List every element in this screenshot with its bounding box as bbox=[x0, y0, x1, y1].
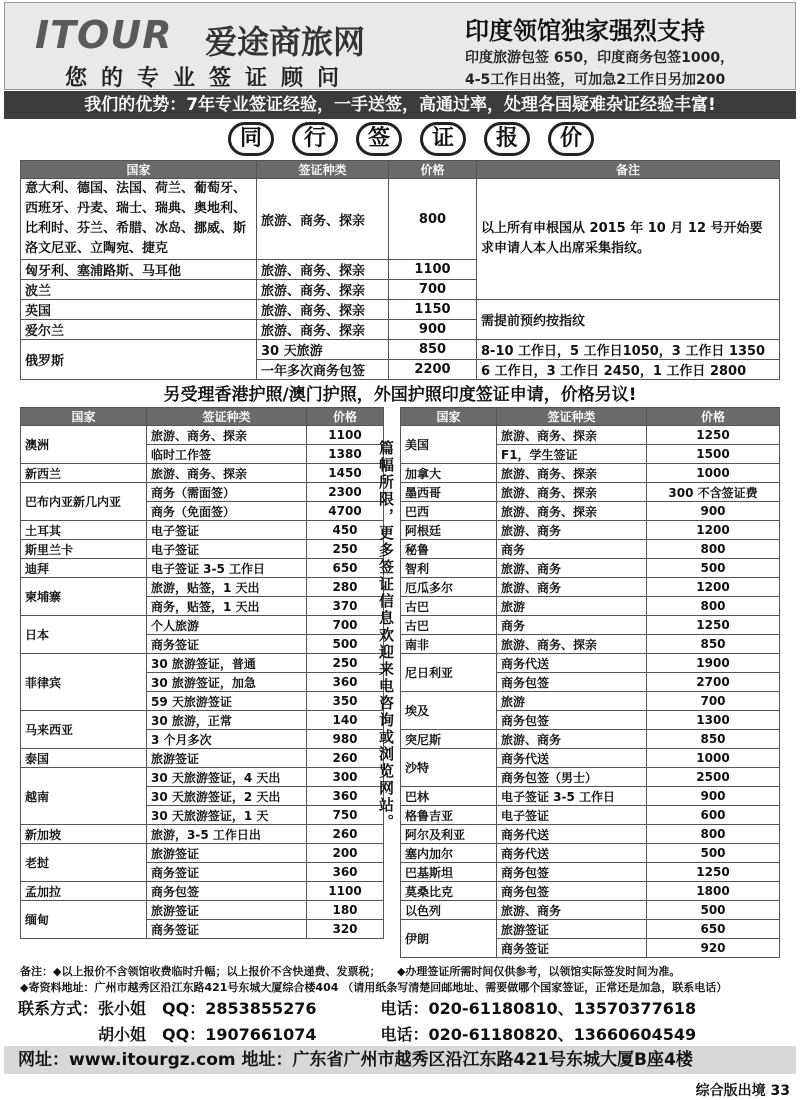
price-cell: 250 bbox=[307, 654, 384, 673]
type-cell: 电子签证 bbox=[497, 806, 647, 825]
left-price-table bbox=[20, 407, 384, 939]
price-cell: 450 bbox=[307, 521, 384, 540]
price-cell: 1800 bbox=[647, 882, 780, 901]
price-cell: 300 bbox=[307, 768, 384, 787]
table-row bbox=[21, 844, 384, 863]
price-cell: 1250 bbox=[647, 426, 780, 445]
type-cell: 旅游、商务、探亲 bbox=[497, 502, 647, 521]
price-cell: 1250 bbox=[647, 616, 780, 635]
type-cell: 电子签证 bbox=[147, 521, 307, 540]
type-cell: 临时工作签 bbox=[147, 445, 307, 464]
price-cell: 1200 bbox=[647, 521, 780, 540]
country-cell: 新西兰 bbox=[21, 464, 147, 483]
price-cell: 1100 bbox=[389, 260, 477, 280]
type-cell: 电子签证 bbox=[147, 540, 307, 559]
price-cell: 900 bbox=[389, 320, 477, 340]
table-row bbox=[21, 768, 384, 787]
type-cell: 商务（需面签） bbox=[147, 483, 307, 502]
table-row bbox=[21, 901, 384, 920]
header bbox=[4, 2, 796, 90]
price-cell: 500 bbox=[307, 635, 384, 654]
table-row bbox=[401, 654, 780, 673]
india-title: 印度领馆独家强烈支持 bbox=[465, 17, 705, 45]
india-line-1: 印度旅游包签 650，印度商务包签1000， bbox=[465, 50, 735, 66]
type-cell: 商务（免面签） bbox=[147, 502, 307, 521]
country-cell: 厄瓜多尔 bbox=[401, 578, 497, 597]
country-cell: 古巴 bbox=[401, 597, 497, 616]
type-cell: 商务包签 bbox=[497, 711, 647, 730]
quote-char: 行 bbox=[292, 122, 338, 156]
country-cell: 土耳其 bbox=[21, 521, 147, 540]
price-cell: 300 不含签证费 bbox=[647, 483, 780, 502]
type-cell: 商务代送 bbox=[497, 825, 647, 844]
col-price: 价格 bbox=[647, 408, 780, 426]
price-cell: 500 bbox=[647, 901, 780, 920]
price-cell: 180 bbox=[307, 901, 384, 920]
type-cell: 旅游 bbox=[497, 692, 647, 711]
quote-char: 同 bbox=[228, 122, 274, 156]
price-cell: 850 bbox=[647, 635, 780, 654]
table-row bbox=[401, 901, 780, 920]
price-cell: 2500 bbox=[647, 768, 780, 787]
table-row bbox=[21, 179, 780, 260]
schengen-table bbox=[20, 160, 780, 380]
price-cell: 600 bbox=[647, 806, 780, 825]
price-cell: 350 bbox=[307, 692, 384, 711]
price-cell: 1150 bbox=[389, 300, 477, 320]
price-cell: 1000 bbox=[647, 749, 780, 768]
type-cell: 商务代送 bbox=[497, 654, 647, 673]
table-row bbox=[21, 882, 384, 901]
table-row bbox=[401, 749, 780, 768]
table-row bbox=[401, 559, 780, 578]
india-line-2: 4-5工作日出签，可加急2工作日另加200 bbox=[465, 72, 726, 88]
table-row bbox=[401, 635, 780, 654]
table-row bbox=[21, 340, 780, 360]
price-cell: 360 bbox=[307, 863, 384, 882]
table-row bbox=[401, 844, 780, 863]
country-cell: 马来西亚 bbox=[21, 711, 147, 749]
price-cell: 700 bbox=[307, 616, 384, 635]
table-row bbox=[21, 578, 384, 597]
type-cell: 商务，贴签，1 天出 bbox=[147, 597, 307, 616]
country-cell: 莫桑比克 bbox=[401, 882, 497, 901]
page-number: 综合版出境 33 bbox=[695, 1083, 790, 1099]
table-row bbox=[21, 521, 384, 540]
table-row bbox=[21, 540, 384, 559]
table-row bbox=[401, 426, 780, 445]
table-row bbox=[21, 749, 384, 768]
vertical-notice: 篇幅所限，更多签证信息欢迎来电咨询或浏览网站。 bbox=[377, 440, 395, 831]
type-cell: 旅游、商务 bbox=[497, 559, 647, 578]
country-cell: 美国 bbox=[401, 426, 497, 464]
type-cell: 旅游、商务、探亲 bbox=[497, 483, 647, 502]
type-cell: 商务代送 bbox=[497, 844, 647, 863]
type-cell: 电子签证 3-5 工作日 bbox=[497, 787, 647, 806]
table-row bbox=[21, 426, 384, 445]
col-price: 价格 bbox=[389, 161, 477, 179]
contact-line-1: 联系方式：张小姐 QQ：2853855276 电话：020-61180810、13570377618 bbox=[18, 999, 697, 1018]
price-cell: 920 bbox=[647, 939, 780, 958]
type-cell: 商务包签 bbox=[147, 882, 307, 901]
table-row bbox=[401, 597, 780, 616]
country-cell: 阿根廷 bbox=[401, 521, 497, 540]
table-row bbox=[401, 882, 780, 901]
price-cell: 1500 bbox=[647, 445, 780, 464]
price-cell: 750 bbox=[307, 806, 384, 825]
type-cell: 一年多次商务包签 bbox=[257, 360, 389, 380]
price-cell: 1100 bbox=[307, 882, 384, 901]
country-cell: 古巴 bbox=[401, 616, 497, 635]
type-cell: 旅游、商务、探亲 bbox=[497, 635, 647, 654]
price-cell: 850 bbox=[647, 730, 780, 749]
table-row bbox=[401, 806, 780, 825]
price-cell: 2700 bbox=[647, 673, 780, 692]
country-cell: 阿尔及利亚 bbox=[401, 825, 497, 844]
country-cell: 匈牙利、塞浦路斯、马耳他 bbox=[21, 260, 257, 280]
quote-char: 签 bbox=[356, 122, 402, 156]
price-cell: 1100 bbox=[307, 426, 384, 445]
extra-notice: 另受理香港护照/澳门护照，外国护照印度签证申请，价格另议! bbox=[163, 385, 637, 405]
table-row bbox=[401, 521, 780, 540]
type-cell: 旅游、商务、探亲 bbox=[257, 300, 389, 320]
type-cell: 旅游、商务 bbox=[497, 901, 647, 920]
country-cell: 格鲁吉亚 bbox=[401, 806, 497, 825]
type-cell: F1，学生签证 bbox=[497, 445, 647, 464]
table-row bbox=[401, 863, 780, 882]
country-cell: 缅甸 bbox=[21, 901, 147, 939]
note-cell: 8-10 工作日，5 工作日1050，3 工作日 1350 bbox=[477, 340, 780, 360]
type-cell: 旅游，贴签，1 天出 bbox=[147, 578, 307, 597]
country-cell: 沙特 bbox=[401, 749, 497, 787]
type-cell: 旅游、商务 bbox=[497, 730, 647, 749]
price-cell: 1200 bbox=[647, 578, 780, 597]
type-cell: 旅游、商务、探亲 bbox=[257, 280, 389, 300]
type-cell: 旅游、商务、探亲 bbox=[497, 426, 647, 445]
type-cell: 30 天旅游签证，4 天出 bbox=[147, 768, 307, 787]
note-cell: 6 工作日，3 工作日 2450，1 工作日 2800 bbox=[477, 360, 780, 380]
country-cell: 埃及 bbox=[401, 692, 497, 730]
table-row bbox=[401, 692, 780, 711]
price-cell: 850 bbox=[389, 340, 477, 360]
price-cell: 2300 bbox=[307, 483, 384, 502]
country-cell: 巴基斯坦 bbox=[401, 863, 497, 882]
type-cell: 商务 bbox=[497, 616, 647, 635]
type-cell: 商务签证 bbox=[147, 635, 307, 654]
type-cell: 商务包签 bbox=[497, 863, 647, 882]
country-cell: 迪拜 bbox=[21, 559, 147, 578]
type-cell: 30 旅游签证，普通 bbox=[147, 654, 307, 673]
price-cell: 900 bbox=[647, 502, 780, 521]
quote-char: 价 bbox=[548, 122, 594, 156]
price-cell: 1380 bbox=[307, 445, 384, 464]
type-cell: 3 个月多次 bbox=[147, 730, 307, 749]
price-cell: 650 bbox=[647, 920, 780, 939]
type-cell: 旅游，3-5 工作日出 bbox=[147, 825, 307, 844]
table-row bbox=[21, 300, 780, 320]
country-cell: 巴林 bbox=[401, 787, 497, 806]
price-cell: 360 bbox=[307, 787, 384, 806]
price-cell: 1000 bbox=[647, 464, 780, 483]
country-cell: 突尼斯 bbox=[401, 730, 497, 749]
table-row bbox=[401, 540, 780, 559]
country-cell: 以色列 bbox=[401, 901, 497, 920]
country-cell: 英国 bbox=[21, 300, 257, 320]
contact-line-2: 胡小姐 QQ：1907661074 电话：020-61180820、13660604549 bbox=[18, 1025, 697, 1044]
quote-title bbox=[228, 122, 594, 156]
type-cell: 旅游签证 bbox=[497, 920, 647, 939]
country-cell: 孟加拉 bbox=[21, 882, 147, 901]
table-row bbox=[401, 730, 780, 749]
slogan: 您的专业签证顾问 bbox=[65, 65, 354, 91]
type-cell: 旅游、商务、探亲 bbox=[257, 260, 389, 280]
type-cell: 旅游签证 bbox=[147, 844, 307, 863]
col-price: 价格 bbox=[307, 408, 384, 426]
country-cell: 菲律宾 bbox=[21, 654, 147, 711]
type-cell: 30 旅游，正常 bbox=[147, 711, 307, 730]
table-row bbox=[401, 825, 780, 844]
price-cell: 140 bbox=[307, 711, 384, 730]
type-cell: 30 旅游签证，加急 bbox=[147, 673, 307, 692]
table-row bbox=[21, 825, 384, 844]
type-cell: 旅游、商务、探亲 bbox=[147, 426, 307, 445]
col-note: 备注 bbox=[477, 161, 780, 179]
notes-line-2: ◆寄资料地址：广州市越秀区沿江东路421号东城大厦综合楼404 （请用纸条写清楚回邮地址、需要做哪个国家签证，正常还是加急，联系电话） bbox=[20, 981, 728, 994]
quote-char: 报 bbox=[484, 122, 530, 156]
price-cell: 1900 bbox=[647, 654, 780, 673]
price-cell: 800 bbox=[389, 179, 477, 260]
type-cell: 商务签证 bbox=[147, 863, 307, 882]
price-cell: 320 bbox=[307, 920, 384, 939]
table-row bbox=[401, 787, 780, 806]
price-cell: 200 bbox=[307, 844, 384, 863]
price-cell: 900 bbox=[647, 787, 780, 806]
price-cell: 650 bbox=[307, 559, 384, 578]
type-cell: 商务签证 bbox=[147, 920, 307, 939]
type-cell: 旅游、商务 bbox=[497, 578, 647, 597]
country-cell: 斯里兰卡 bbox=[21, 540, 147, 559]
table-row bbox=[21, 483, 384, 502]
type-cell: 旅游、商务、探亲 bbox=[257, 179, 389, 260]
type-cell: 30 天旅游签证，2 天出 bbox=[147, 787, 307, 806]
right-price-table bbox=[400, 407, 780, 958]
price-cell: 1250 bbox=[647, 863, 780, 882]
type-cell: 个人旅游 bbox=[147, 616, 307, 635]
price-cell: 1450 bbox=[307, 464, 384, 483]
type-cell: 旅游、商务 bbox=[497, 521, 647, 540]
table-row bbox=[401, 578, 780, 597]
price-cell: 260 bbox=[307, 825, 384, 844]
country-cell: 秘鲁 bbox=[401, 540, 497, 559]
type-cell: 旅游 bbox=[497, 597, 647, 616]
col-type: 签证种类 bbox=[257, 161, 389, 179]
price-cell: 980 bbox=[307, 730, 384, 749]
country-cell: 柬埔寨 bbox=[21, 578, 147, 616]
price-cell: 260 bbox=[307, 749, 384, 768]
type-cell: 商务签证 bbox=[497, 939, 647, 958]
type-cell: 商务包签（男士） bbox=[497, 768, 647, 787]
country-cell: 伊朗 bbox=[401, 920, 497, 958]
country-cell: 加拿大 bbox=[401, 464, 497, 483]
col-type: 签证种类 bbox=[497, 408, 647, 426]
type-cell: 旅游签证 bbox=[147, 901, 307, 920]
table-row bbox=[21, 616, 384, 635]
price-cell: 250 bbox=[307, 540, 384, 559]
type-cell: 59 天旅游签证 bbox=[147, 692, 307, 711]
table-row bbox=[21, 654, 384, 673]
type-cell: 商务代送 bbox=[497, 749, 647, 768]
type-cell: 旅游、商务、探亲 bbox=[147, 464, 307, 483]
logo-cn: 爱途商旅网 bbox=[205, 23, 366, 61]
country-cell: 澳洲 bbox=[21, 426, 147, 464]
country-cell: 波兰 bbox=[21, 280, 257, 300]
type-cell: 30 天旅游签证，1 天 bbox=[147, 806, 307, 825]
country-cell: 智利 bbox=[401, 559, 497, 578]
table-row bbox=[401, 920, 780, 939]
col-country: 国家 bbox=[401, 408, 497, 426]
price-cell: 700 bbox=[389, 280, 477, 300]
type-cell: 商务包签 bbox=[497, 673, 647, 692]
price-cell: 370 bbox=[307, 597, 384, 616]
note-cell: 需提前预约按指纹 bbox=[477, 300, 780, 340]
price-cell: 2200 bbox=[389, 360, 477, 380]
country-cell: 南非 bbox=[401, 635, 497, 654]
col-type: 签证种类 bbox=[147, 408, 307, 426]
col-country: 国家 bbox=[21, 161, 257, 179]
logo: ITOUR bbox=[35, 13, 173, 57]
type-cell: 商务包签 bbox=[497, 882, 647, 901]
type-cell: 商务 bbox=[497, 540, 647, 559]
table-row bbox=[401, 464, 780, 483]
type-cell: 30 天旅游 bbox=[257, 340, 389, 360]
country-cell: 俄罗斯 bbox=[21, 340, 257, 380]
price-cell: 800 bbox=[647, 540, 780, 559]
advantage-bar: 我们的优势：7年专业签证经验，一手送签，高通过率，处理各国疑难杂证经验丰富! bbox=[4, 91, 796, 119]
table-row bbox=[401, 483, 780, 502]
price-cell: 4700 bbox=[307, 502, 384, 521]
notes-line-1: 备注：◆以上报价不含领馆收费临时升幅；以上报价不含快递费、发票税； ◆办理签证所需时间仅供参考，以领馆实际签发时间为准。 bbox=[20, 965, 681, 978]
price-cell: 1300 bbox=[647, 711, 780, 730]
country-cell: 塞内加尔 bbox=[401, 844, 497, 863]
country-cell: 新加坡 bbox=[21, 825, 147, 844]
country-cell: 尼日利亚 bbox=[401, 654, 497, 692]
country-cell: 墨西哥 bbox=[401, 483, 497, 502]
type-cell: 旅游、商务、探亲 bbox=[497, 464, 647, 483]
type-cell: 旅游、商务、探亲 bbox=[257, 320, 389, 340]
table-row bbox=[21, 711, 384, 730]
country-cell: 爱尔兰 bbox=[21, 320, 257, 340]
country-cell: 日本 bbox=[21, 616, 147, 654]
table-row bbox=[21, 464, 384, 483]
quote-char: 证 bbox=[420, 122, 466, 156]
country-cell: 越南 bbox=[21, 768, 147, 825]
country-cell: 泰国 bbox=[21, 749, 147, 768]
price-cell: 360 bbox=[307, 673, 384, 692]
country-cell: 巴布内亚新几内亚 bbox=[21, 483, 147, 521]
footer-bar: 网址：www.itourgz.com 地址：广东省广州市越秀区沿江东路421号东城大厦B座4楼 bbox=[4, 1046, 796, 1074]
table-row bbox=[401, 502, 780, 521]
table-row bbox=[401, 616, 780, 635]
type-cell: 电子签证 3-5 工作日 bbox=[147, 559, 307, 578]
col-country: 国家 bbox=[21, 408, 147, 426]
country-cell: 老挝 bbox=[21, 844, 147, 882]
type-cell: 旅游签证 bbox=[147, 749, 307, 768]
country-cell: 巴西 bbox=[401, 502, 497, 521]
price-cell: 800 bbox=[647, 825, 780, 844]
price-cell: 700 bbox=[647, 692, 780, 711]
country-cell: 意大利、德国、法国、荷兰、葡萄牙、西班牙、丹麦、瑞士、瑞典、奥地利、比利时、芬兰、希腊、冰岛、挪威、斯洛文尼亚、立陶宛、捷克 bbox=[21, 179, 257, 260]
table-row bbox=[21, 559, 384, 578]
price-cell: 280 bbox=[307, 578, 384, 597]
note-cell: 以上所有申根国从 2015 年 10 月 12 号开始要求申请人本人出席采集指纹。 bbox=[477, 179, 780, 300]
price-cell: 500 bbox=[647, 844, 780, 863]
price-cell: 800 bbox=[647, 597, 780, 616]
price-cell: 500 bbox=[647, 559, 780, 578]
